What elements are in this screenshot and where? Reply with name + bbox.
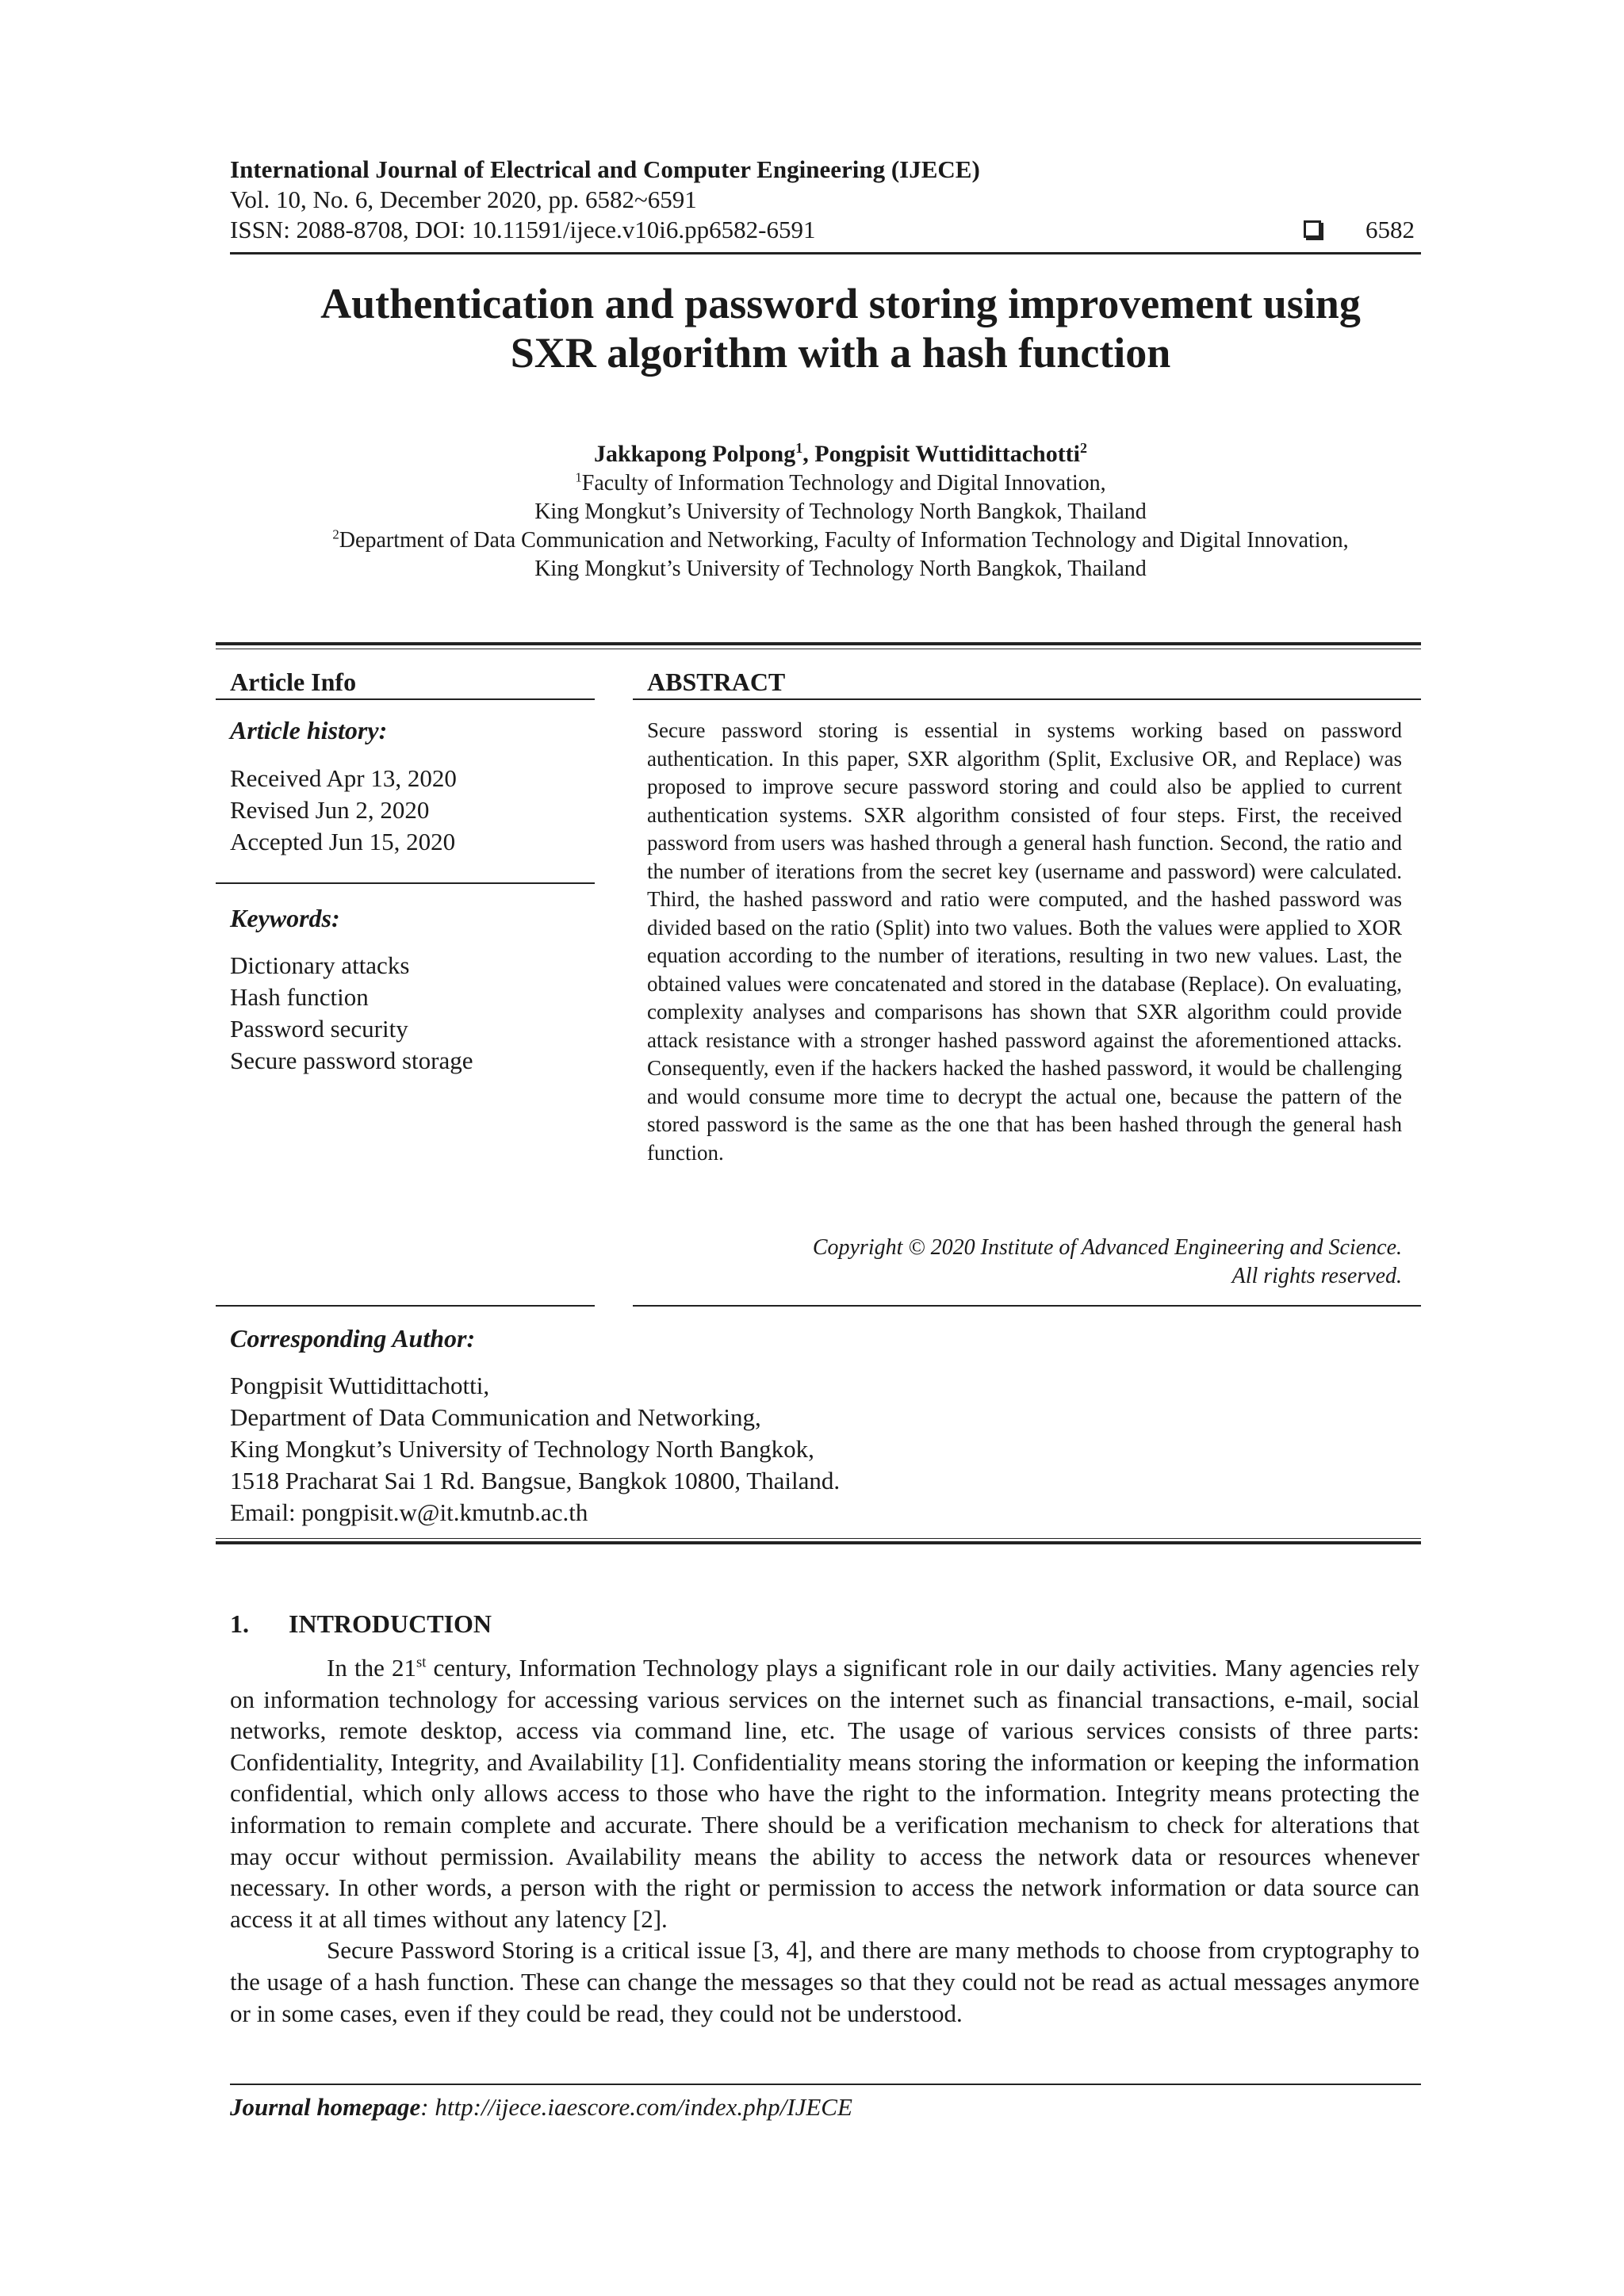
keywords-heading: Keywords: xyxy=(230,904,340,932)
abstract-heading: ABSTRACT xyxy=(647,668,786,696)
affiliation-line xyxy=(127,526,1554,555)
frontmatter-top-rule xyxy=(216,642,1421,645)
author-1: Jakkapong Polpong xyxy=(593,441,796,467)
revised-date: Revised Jun 2, 2020 xyxy=(230,796,430,824)
received-date: Received Apr 13, 2020 xyxy=(230,764,457,792)
affiliation-text: Department of Data Communication and Networking, Faculty of Information Technology and Digital Innovation, xyxy=(339,528,1349,553)
issn-doi: ISSN: 2088-8708, DOI: 10.11591/ijece.v10i6.pp6582-6591 xyxy=(230,216,816,243)
affiliation-sup: 2 xyxy=(332,526,339,542)
footer-rule xyxy=(230,2084,1421,2085)
homepage-url[interactable]: : http://ijece.iaescore.com/index.php/IJECE xyxy=(420,2093,852,2121)
corresponding-line: Department of Data Communication and Networking, xyxy=(230,1403,761,1431)
paper-title xyxy=(127,279,1554,377)
section-number: 1. xyxy=(230,1609,249,1638)
left-column-bottom-rule xyxy=(216,1305,595,1307)
journal-name: International Journal of Electrical and Computer Engineering (IJECE) xyxy=(230,155,980,183)
introduction-body xyxy=(230,1652,1419,2029)
affiliation-line xyxy=(127,469,1554,498)
affiliation-sup: 1 xyxy=(575,469,582,485)
superscript: st xyxy=(416,1654,427,1671)
article-info-heading: Article Info xyxy=(230,668,357,696)
abstract-rule xyxy=(633,698,1421,700)
corresponding-line: Pongpisit Wuttidittachotti, xyxy=(230,1372,490,1399)
author-separator: , xyxy=(802,441,815,467)
accepted-date: Accepted Jun 15, 2020 xyxy=(230,828,456,855)
corresponding-details xyxy=(230,1370,840,1529)
volume-info: Vol. 10, No. 6, December 2020, pp. 6582~6591 xyxy=(230,186,697,213)
affiliation-text: Faculty of Information Technology and Digital Innovation, xyxy=(581,471,1106,496)
journal-homepage xyxy=(230,2093,852,2122)
abstract-text: Secure password storing is essential in systems working based on password authentication. In this paper, SXR algorithm (Split, Exclusive OR, and Replace) was proposed to improve secure password storing and could also be applied to current authentication systems. SXR algorithm consisted of four steps. First, the received password from users was hashed through a general hash function. Second, the ratio and the number of iterations from the secret key (username and password) were calculated. Third, the hashed password and ratio were computed, and the hashed password was divided based on the ratio (Split) into two values. Both the values were applied to XOR equation according to the number of iterations, resulting in two new values. Last, the obtained values were concatenated and stored in the database (Replace). On evaluating, complexity analyses and comparisons has shown that SXR algorithm could provide attack resistance with a stronger hashed password against the aforementioned attacks. Consequently, even if the hackers hacked the hashed password, it would be challenging and would consume more time to decrypt the actual one, because the pattern of the stored password is the same as the one that has been hashed through the general hash function. xyxy=(647,718,1402,1165)
frontmatter-bottom-rule-thin xyxy=(216,1538,1421,1539)
keyword-item: Password security xyxy=(230,1015,408,1043)
author-2-sup: 2 xyxy=(1080,440,1088,456)
keywords-list xyxy=(230,950,473,1077)
homepage-label: Journal homepage xyxy=(230,2093,421,2121)
paragraph: Secure Password Storing is a critical issue [3, 4], and there are many methods to choose from cryptography to the usage of a hash function. These can change the messages so that they could not be read as actual messages anymore or in some cases, even if they could be read, they could not be understood. xyxy=(230,1936,1419,2027)
right-column-bottom-rule xyxy=(633,1305,1421,1307)
article-history-heading: Article history: xyxy=(230,716,388,744)
paragraph-text: century, Information Technology plays a significant role in our daily activities. Many agencies rely on information technology for accessing various services on the internet such as financial transactions, e-mail, social networks, remote desktop, access via command line, etc. The usage of various services consists of three parts: Confidentiality, Integrity, and Availability [1]. Confidentiality means storing the information or keeping the information confidential, which only allows access to those who have the right to the information. Integrity means protecting the information to remain complete and accurate. There should be a verification mechanism to check for alterations that may occur without permission. Availability means the ability to access the network data or resources whenever necessary. In other words, a person with the right or permission to access the network information or data source can access it at all times without any latency [2]. xyxy=(230,1654,1419,1933)
affiliation-text: King Mongkut’s University of Technology North Bangkok, Thailand xyxy=(534,557,1147,581)
corresponding-line: 1518 Pracharat Sai 1 Rd. Bangsue, Bangkok 10800, Thailand. xyxy=(230,1467,841,1494)
frontmatter-bottom-rule xyxy=(216,1541,1421,1544)
affiliation-line xyxy=(127,555,1554,584)
paragraph-text: In the 21 xyxy=(327,1654,416,1682)
keyword-item: Dictionary attacks xyxy=(230,951,410,979)
author-1-sup: 1 xyxy=(795,440,803,456)
title-line-1: Authentication and password storing improvement using xyxy=(320,280,1361,327)
copyright-line-1: Copyright © 2020 Institute of Advanced Engineering and Science. xyxy=(812,1235,1402,1260)
keyword-item: Hash function xyxy=(230,983,369,1011)
article-info-rule xyxy=(216,698,595,700)
title-line-2: SXR algorithm with a hash function xyxy=(510,329,1171,377)
article-history xyxy=(230,763,457,858)
header-rule xyxy=(230,252,1421,254)
affiliation-text: King Mongkut’s University of Technology North Bangkok, Thailand xyxy=(534,499,1147,524)
box-icon xyxy=(1304,220,1321,240)
corresponding-heading: Corresponding Author: xyxy=(230,1324,476,1353)
keyword-item: Secure password storage xyxy=(230,1047,473,1074)
affiliation-line xyxy=(127,498,1554,526)
copyright-line-2: All rights reserved. xyxy=(1231,1264,1402,1288)
corresponding-line: King Mongkut’s University of Technology North Bangkok, xyxy=(230,1435,814,1463)
paragraph xyxy=(230,1652,1419,1934)
corresponding-line: Email: pongpisit.w@it.kmutnb.ac.th xyxy=(230,1498,588,1526)
authors xyxy=(127,441,1554,468)
page-number: 6582 xyxy=(1365,216,1415,243)
author-2: Pongpisit Wuttidittachotti xyxy=(814,441,1081,467)
section-heading: INTRODUCTION xyxy=(289,1609,492,1638)
history-rule xyxy=(216,882,595,884)
